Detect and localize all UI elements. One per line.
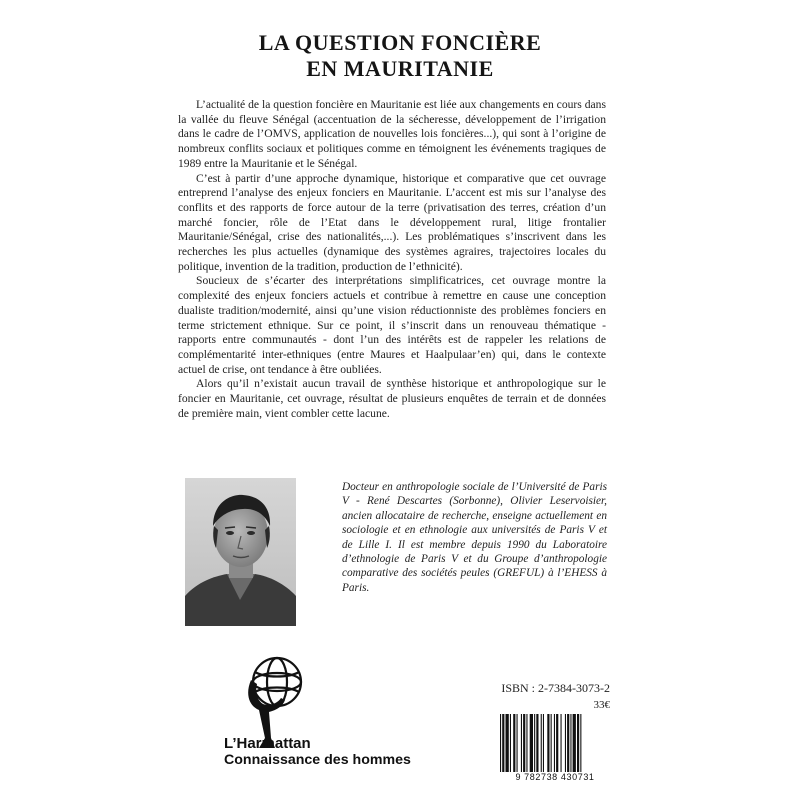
barcode-bar [580,714,581,772]
barcode-bar [577,714,579,772]
summary-paragraph: L’actualité de la question foncière en Mauritanie est liée aux changements en cours dans la vallée du fleuve Sénégal (accentuation de la sécheresse, développement de l’irrigation dans le cadre de l’OMVS, application de nouvelles lois foncières...), qui sont à l’origine de nombreux conflits sociaux et politiques comme en témoignent les événements tragiques de 1989 entre la Mauritanie et le Sénégal. [178,98,606,170]
barcode-bar [541,714,542,772]
barcode-bar [573,714,576,772]
barcode-bar [513,714,515,772]
book-title-line-2: EN MAURITANIE [306,56,494,81]
barcode-bar [534,714,535,772]
barcode-digits: 9 782738 430731 [496,772,614,782]
summary-paragraph: Soucieux de s’écarter des interprétations simplificatrices, cet ouvrage montre la complexité des enjeux fonciers actuels et contribue à remettre en cause une conception dualiste tradition/modernité, ainsi qu’une vision réductionniste des problèmes fonciers en terme strictement ethnique. Sur ce point, il s’inscrit dans un renouveau thématique - rapports entre communautés - dont l’un des intérêts est de rappeler les relations de complémentarité inter-ethniques (entre Maures et Haalpulaar’en) qui, dans le contexte actuel de crise, ont tendance à être oubliées. [178,274,606,376]
barcode-bar [526,714,527,772]
book-title [0,30,800,82]
barcode-bar [506,714,509,772]
publisher-name: L’Harmattan [224,735,311,752]
barcode-bar [570,714,571,772]
barcode-bar [521,714,522,772]
barcode-bar [561,714,562,772]
author-bio: Docteur en anthropologie sociale de l’Université de Paris V - René Descartes (Sorbonne), Olivier Leservoisier, ancien allocataire de recherche, enseigne actuellement en sociologie et en ethnologie aux universités de Paris V et de Lille I. Il est membre depuis 1990 du Laboratoire d’ethnologie de Paris V et du Groupe d’anthropologie comparative des sociétés peules (GREFUL) à l’EHESS à Paris. [342,481,607,594]
barcode-bar [554,714,555,772]
author-photo [185,478,296,626]
barcode-bar [556,714,558,772]
author-portrait-image [185,478,296,626]
publisher-block [224,735,411,769]
summary-paragraph: C’est à partir d’une approche dynamique, historique et comparative que cet ouvrage entreprend l’analyse des enjeux fonciers en Mauritanie. L’accent est mis sur l’analyse des conflits et des rapports de force autour de la terre (privatisation des terres, création d’un marché foncier, rôle de l’Etat dans le développement rural, litige frontalier Mauritanie/Sénégal, crise des nationalités,...). Les problématiques s’inscrivent dans les recherches les plus actuelles (dynamique des systèmes agraires, trajectoires locales du politique, invention de la tradition, production de l’ethnicité). [178,171,606,273]
price-label: 33€ [593,699,610,711]
barcode-bar [502,714,504,772]
barcode-bar [517,714,518,772]
barcode-bar [510,714,511,772]
publisher-slogan: Connaissance des hommes [224,752,411,768]
barcode-bar [530,714,533,772]
barcode-bar [523,714,525,772]
book-title-line-1: LA QUESTION FONCIÈRE [258,30,542,55]
barcode-bar [500,714,501,772]
barcode-bar [565,714,566,772]
barcode-bar [536,714,538,772]
barcode-bar [547,714,549,772]
summary-paragraph: Alors qu’il n’existait aucun travail de synthèse historique et anthropologique sur le foncier en Mauritanie, cet ouvrage, résultat de plusieurs enquêtes de terrain et de données de première main, vient combler cette lacune. [178,377,606,420]
barcode-bar [543,714,544,772]
summary-text [178,98,606,421]
barcode-bar [551,714,552,772]
isbn-number: ISBN : 2-7384-3073-2 [501,681,610,695]
barcode-bar [567,714,569,772]
